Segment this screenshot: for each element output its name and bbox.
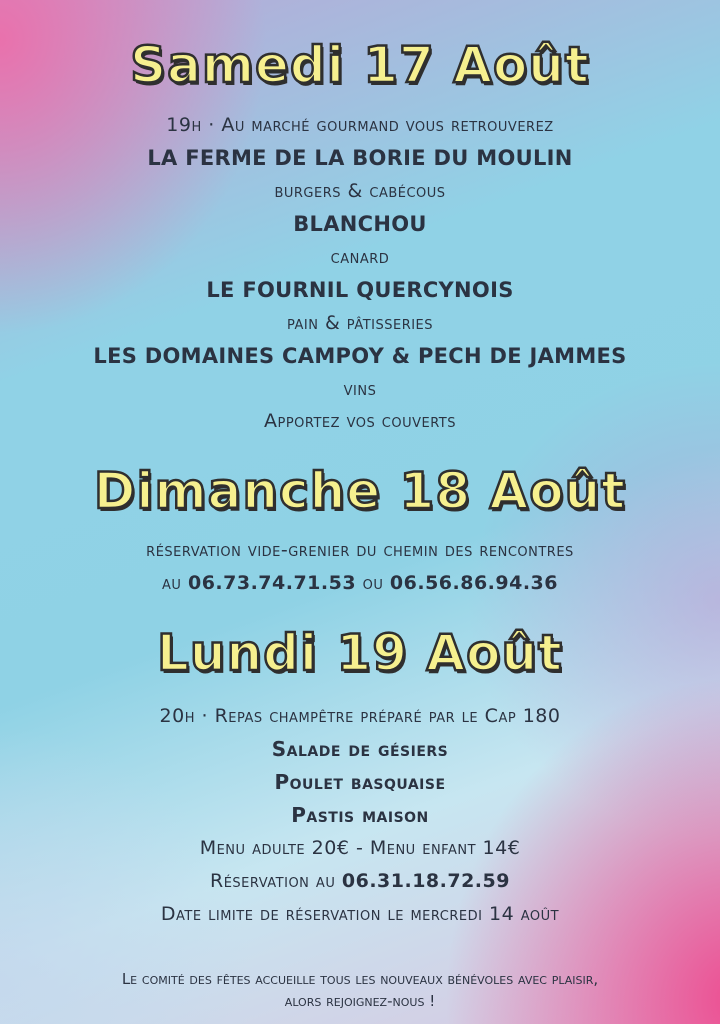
sunday-phones <box>0 572 720 594</box>
reservation-deadline: Date limite de réservation le mercredi 14 août <box>160 903 560 925</box>
sunday-title: Dimanche 18 Août <box>93 462 627 520</box>
saturday-intro: 19h · Au marché gourmand vous retrouverez <box>166 114 554 136</box>
menu-item: Poulet basquaise <box>274 770 446 794</box>
menu-item: Salade de gésiers <box>271 737 449 761</box>
vendor-product: vins <box>343 378 377 400</box>
vendor-name: BLANCHOU <box>293 212 427 236</box>
phone-number: 06.31.18.72.59 <box>341 870 510 892</box>
phone-prefix: au <box>162 572 182 594</box>
monday-intro: 20h · Repas champêtre préparé par le Cap 180 <box>159 705 561 727</box>
vendor-product: burgers & cabécous <box>274 180 446 202</box>
vendor-name: LE FOURNIL QUERCYNOIS <box>206 278 514 302</box>
phone-separator: ou <box>362 572 384 594</box>
menu-item: Pastis maison <box>291 803 429 827</box>
footer <box>0 968 720 1012</box>
vendor-name: LES DOMAINES CAMPOY & PECH DE JAMMES <box>93 344 627 368</box>
monday-title: Lundi 19 Août <box>157 624 563 682</box>
reservation-prefix: Réservation au <box>210 870 336 892</box>
vendor-product: pain & pâtisseries <box>286 312 434 334</box>
saturday-title: Samedi 17 Août <box>130 36 590 94</box>
menu-prices: Menu adulte 20€ - Menu enfant 14€ <box>199 837 521 859</box>
phone-number: 06.56.86.94.36 <box>389 572 558 594</box>
vendor-name: LA FERME DE LA BORIE DU MOULIN <box>147 146 573 170</box>
vendor-product: canard <box>330 246 390 268</box>
phone-number: 06.73.74.71.53 <box>187 572 357 594</box>
saturday-note: Apportez vos couverts <box>264 410 456 432</box>
footer-line: alors rejoignez-nous ! <box>284 992 436 1010</box>
footer-line: Le comité des fêtes accueille tous les nouveaux bénévoles avec plaisir, <box>121 970 599 988</box>
monday-reservation <box>0 870 720 892</box>
sunday-line1: réservation vide-grenier du chemin des rencontres <box>146 539 574 561</box>
